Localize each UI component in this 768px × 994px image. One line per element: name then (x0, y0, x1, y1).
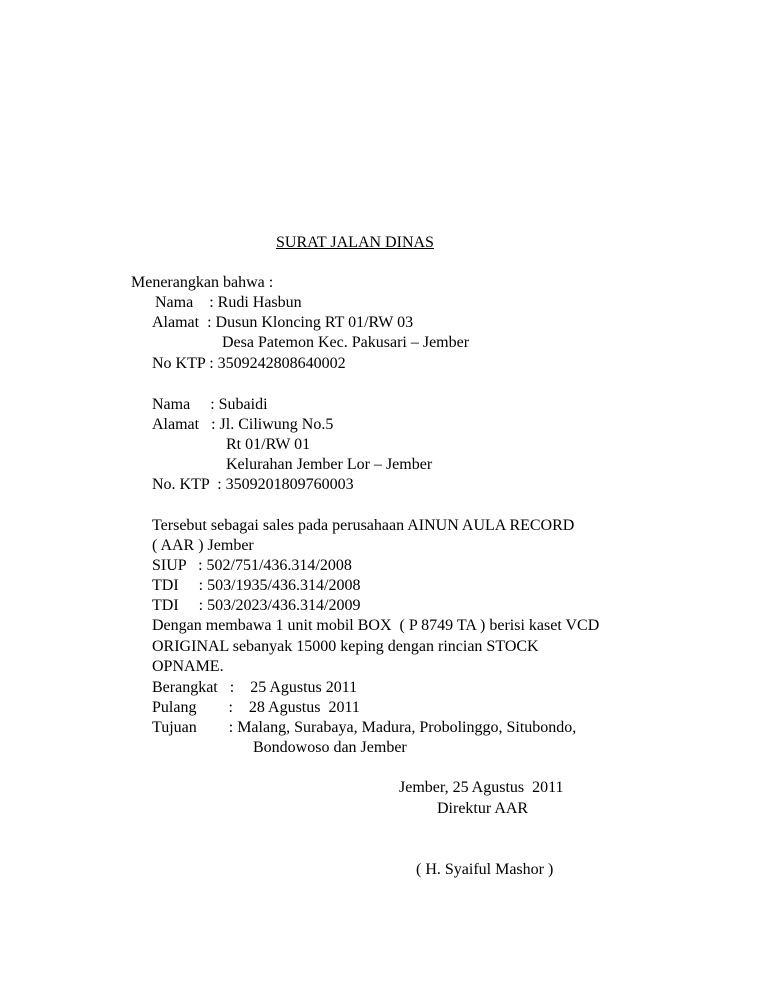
signature-position: Direktur AAR (437, 800, 529, 817)
tdi-number-1: TDI : 503/1935/436.314/2008 (152, 577, 361, 594)
body-line-5: OPNAME. (152, 658, 224, 675)
tdi-number-2: TDI : 503/2023/436.314/2009 (152, 597, 361, 614)
person2-address: Alamat : Jl. Ciliwung No.5 (152, 416, 334, 433)
return-date: Pulang : 28 Agustus 2011 (152, 699, 360, 716)
person1-ktp: No KTP : 3509242808640002 (152, 355, 346, 372)
body-line-4: ORIGINAL sebanyak 15000 keping dengan rincian STOCK (152, 638, 539, 655)
person2-name: Nama : Subaidi (152, 396, 268, 413)
person2-address-rt: Rt 01/RW 01 (226, 436, 311, 453)
signature-name: ( H. Syaiful Mashor ) (416, 861, 554, 878)
body-line-1: Tersebut sebagai sales pada perusahaan AINUN AULA RECORD (152, 517, 575, 534)
signature-place-date: Jember, 25 Agustus 2011 (399, 779, 564, 796)
person1-name: Nama : Rudi Hasbun (155, 294, 302, 311)
intro-text: Menerangkan bahwa : (131, 274, 274, 291)
destination-cont: Bondowoso dan Jember (253, 739, 407, 756)
siup-number: SIUP : 502/751/436.314/2008 (152, 557, 352, 574)
body-line-3: Dengan membawa 1 unit mobil BOX ( P 8749 TA ) berisi kaset VCD (152, 617, 600, 634)
person1-address: Alamat : Dusun Kloncing RT 01/RW 03 (152, 314, 414, 331)
person2-address-kelurahan: Kelurahan Jember Lor – Jember (226, 456, 433, 473)
person1-address-cont: Desa Patemon Kec. Pakusari – Jember (222, 334, 470, 351)
body-line-2: ( AAR ) Jember (152, 537, 254, 554)
document-title: SURAT JALAN DINAS (276, 234, 434, 251)
person2-ktp: No. KTP : 3509201809760003 (152, 476, 354, 493)
destination: Tujuan : Malang, Surabaya, Madura, Probolinggo, Situbondo, (152, 719, 577, 736)
departure-date: Berangkat : 25 Agustus 2011 (152, 679, 358, 696)
